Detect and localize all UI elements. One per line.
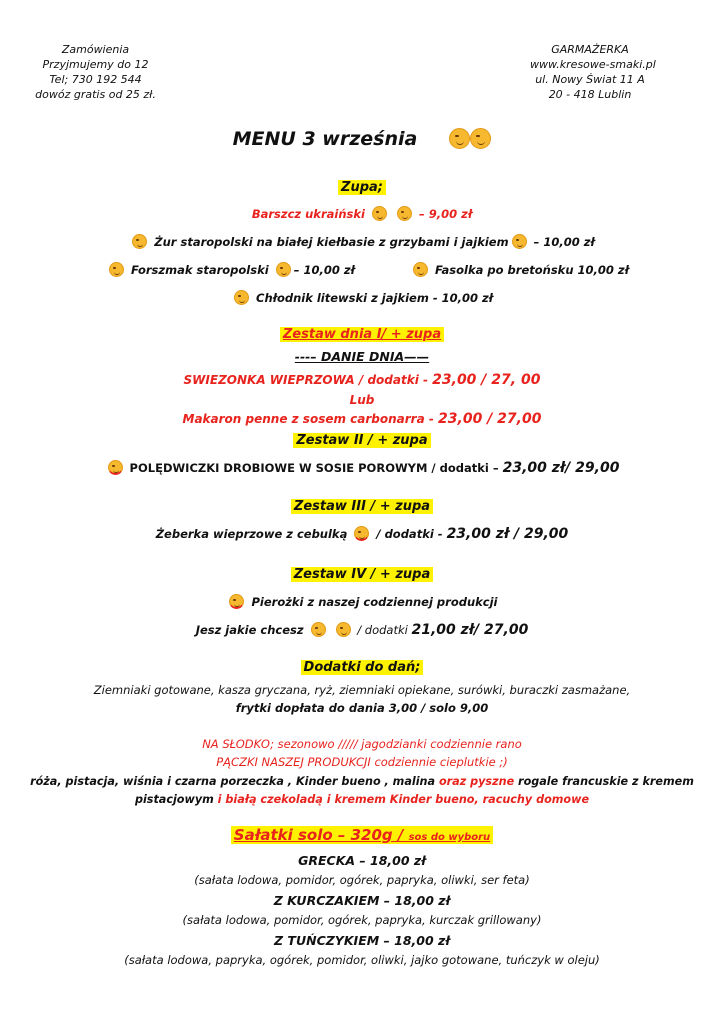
kurczak-name: Z KURCZAKIEM – 18,00 zł — [273, 893, 451, 908]
chlodnik-name: Chłodnik litewski z jajkiem - 10,00 zł — [256, 291, 493, 305]
tunczyk-name: Z TUŃCZYKIEM – 18,00 zł — [274, 933, 450, 948]
swiezonka-name: SWIEZONKA WIEPRZOWA / dodatki - — [183, 373, 433, 387]
zur-row — [0, 234, 724, 249]
swiezonka-price: 23,00 / 27, 00 — [432, 372, 541, 388]
slodko-line4 — [0, 793, 724, 806]
jesz-row — [0, 622, 724, 638]
wink-emoji-icon — [336, 622, 351, 637]
salatki-heading-text: Sałatki solo – 320g / — [233, 826, 409, 844]
menu-title-row — [0, 128, 724, 150]
zestaw3-price: 23,00 zł / 29,00 — [446, 526, 569, 542]
slodko-line3-c: rogale francuskie z kremem — [514, 775, 694, 788]
slodko-line2: PĄCZKI NASZEJ PRODUKCJI codziennie cieplutkie ;) — [216, 755, 508, 769]
zur-price: – 10,00 zł — [533, 235, 595, 249]
dodatki-line1: Ziemniaki gotowane, kasza gryczana, ryż, ziemniaki opiekane, surówki, buraczki zasmażane, — [93, 683, 631, 697]
barszcz-row — [0, 206, 724, 221]
slodko-line3 — [0, 775, 724, 788]
zestaw3-text-a: Żeberka wieprzowe z cebulką — [155, 527, 352, 541]
dodatki-heading: Dodatki do dań; — [301, 660, 424, 675]
grecka-name: GRECKA – 18,00 zł — [298, 853, 426, 868]
grecka-desc: (sałata lodowa, pomidor, ogórek, papryka, oliwki, ser feta) — [194, 873, 530, 887]
slodko-line3-a: róża, pistacja, wiśnia i czarna porzeczka , Kinder bueno , malina — [30, 775, 439, 788]
zestaw2-heading-row — [0, 433, 724, 448]
slodko-line3-b: oraz pyszne — [438, 775, 515, 788]
zur-name: Żur staropolski na białej kiełbasie z grzybami i jajkiem — [154, 235, 509, 249]
zestaw3-text-b: / dodatki - — [372, 527, 447, 541]
barszcz-price: – 9,00 zł — [419, 207, 473, 221]
barszcz-name: Barszcz ukraiński — [251, 207, 365, 221]
header-right-line: GARMAŻERKA — [551, 43, 629, 56]
slodko-line1: NA SŁODKO; sezonowo ///// jagodzianki codziennie rano — [202, 737, 522, 751]
wink-emoji-icon — [108, 460, 123, 475]
header-left-line: Zamówienia — [61, 43, 130, 56]
header-right-line: www.kresowe-smaki.pl — [530, 58, 656, 71]
wink-emoji-icon — [229, 594, 244, 609]
zestaw2-price: 23,00 zł/ 29,00 — [502, 460, 620, 476]
header-right-line: ul. Nowy Świat 11 A — [535, 73, 645, 86]
zupa-heading-row — [0, 180, 724, 195]
makaron-price: 23,00 / 27,00 — [438, 411, 542, 427]
danie-dnia: ---– DANIE DNIA—— — [294, 349, 430, 364]
jesz-dodatki: / dodatki — [353, 623, 412, 637]
fasolka-name: Fasolka po bretońsku 10,00 zł — [435, 263, 629, 277]
salatki-heading — [231, 826, 493, 844]
zestaw4-heading: Zestaw IV / + zupa — [291, 567, 434, 582]
wink-emoji-icon — [397, 206, 412, 221]
header-left — [28, 42, 163, 102]
zestaw2-text: POLĘDWICZKI DROBIOWE W SOSIE POROWYM / dodatki – — [125, 461, 503, 475]
lub-text: Lub — [349, 393, 375, 407]
zestaw1-heading: Zestaw dnia I/ + zupa — [280, 327, 444, 342]
chlodnik-row — [0, 290, 724, 305]
jesz-text: Jesz jakie chcesz — [195, 623, 308, 637]
header-left-line: Tel; 730 192 544 — [49, 73, 142, 86]
zestaw4-price: 21,00 zł/ 27,00 — [411, 622, 529, 638]
wink-emoji-icon — [512, 234, 527, 249]
wink-emoji-icon — [132, 234, 147, 249]
wink-emoji-icon — [449, 128, 470, 149]
zestaw3-heading: Zestaw III / + zupa — [291, 499, 433, 514]
zestaw2-heading: Zestaw II / + zupa — [293, 433, 430, 448]
zupa-heading: Zupa; — [338, 180, 386, 195]
wink-emoji-icon — [372, 206, 387, 221]
header-left-line: Przyjmujemy do 12 — [42, 58, 149, 71]
header-right-line: 20 - 418 Lublin — [548, 88, 632, 101]
forszmak-price: – 10,00 zł — [293, 263, 355, 277]
fasolka-row — [410, 262, 629, 277]
wink-emoji-icon — [109, 262, 124, 277]
salatki-heading-row — [0, 826, 724, 844]
wink-emoji-icon — [234, 290, 249, 305]
wink-emoji-icon — [470, 128, 491, 149]
zestaw3-row — [0, 526, 724, 542]
wink-emoji-icon — [311, 622, 326, 637]
zestaw3-heading-row — [0, 499, 724, 514]
swiezonka-row — [0, 372, 724, 388]
makaron-row — [0, 411, 724, 427]
zestaw1-heading-row — [0, 327, 724, 342]
salatki-heading-small: sos do wyboru — [408, 832, 491, 843]
forszmak-name: Forszmak staropolski — [131, 263, 269, 277]
wink-emoji-icon — [276, 262, 291, 277]
wink-emoji-icon — [413, 262, 428, 277]
dodatki-heading-row — [0, 660, 724, 675]
slodko-line4-b: i białą czekoladą i kremem Kinder bueno, racuchy domowe — [217, 793, 590, 806]
makaron-name: Makaron penne z sosem carbonarra - — [182, 412, 439, 426]
forszmak-row — [106, 262, 355, 277]
slodko-line4-a: pistacjowym — [134, 793, 218, 806]
zestaw2-row — [0, 460, 724, 476]
pierozki-row — [0, 594, 724, 609]
pierozki-text: Pierożki z naszej codziennej produkcji — [247, 595, 498, 609]
dodatki-line2: frytki dopłata do dania 3,00 / solo 9,00 — [235, 701, 489, 715]
page-title: MENU 3 września — [232, 128, 418, 150]
tunczyk-desc: (sałata lodowa, papryka, ogórek, pomidor, oliwki, jajko gotowane, tuńczyk w oleju) — [124, 953, 600, 967]
header-left-line: dowóz gratis od 25 zł. — [35, 88, 156, 101]
zestaw4-heading-row — [0, 567, 724, 582]
wink-emoji-icon — [354, 526, 369, 541]
header-right — [530, 42, 656, 102]
kurczak-desc: (sałata lodowa, pomidor, ogórek, papryka, kurczak grillowany) — [182, 913, 542, 927]
